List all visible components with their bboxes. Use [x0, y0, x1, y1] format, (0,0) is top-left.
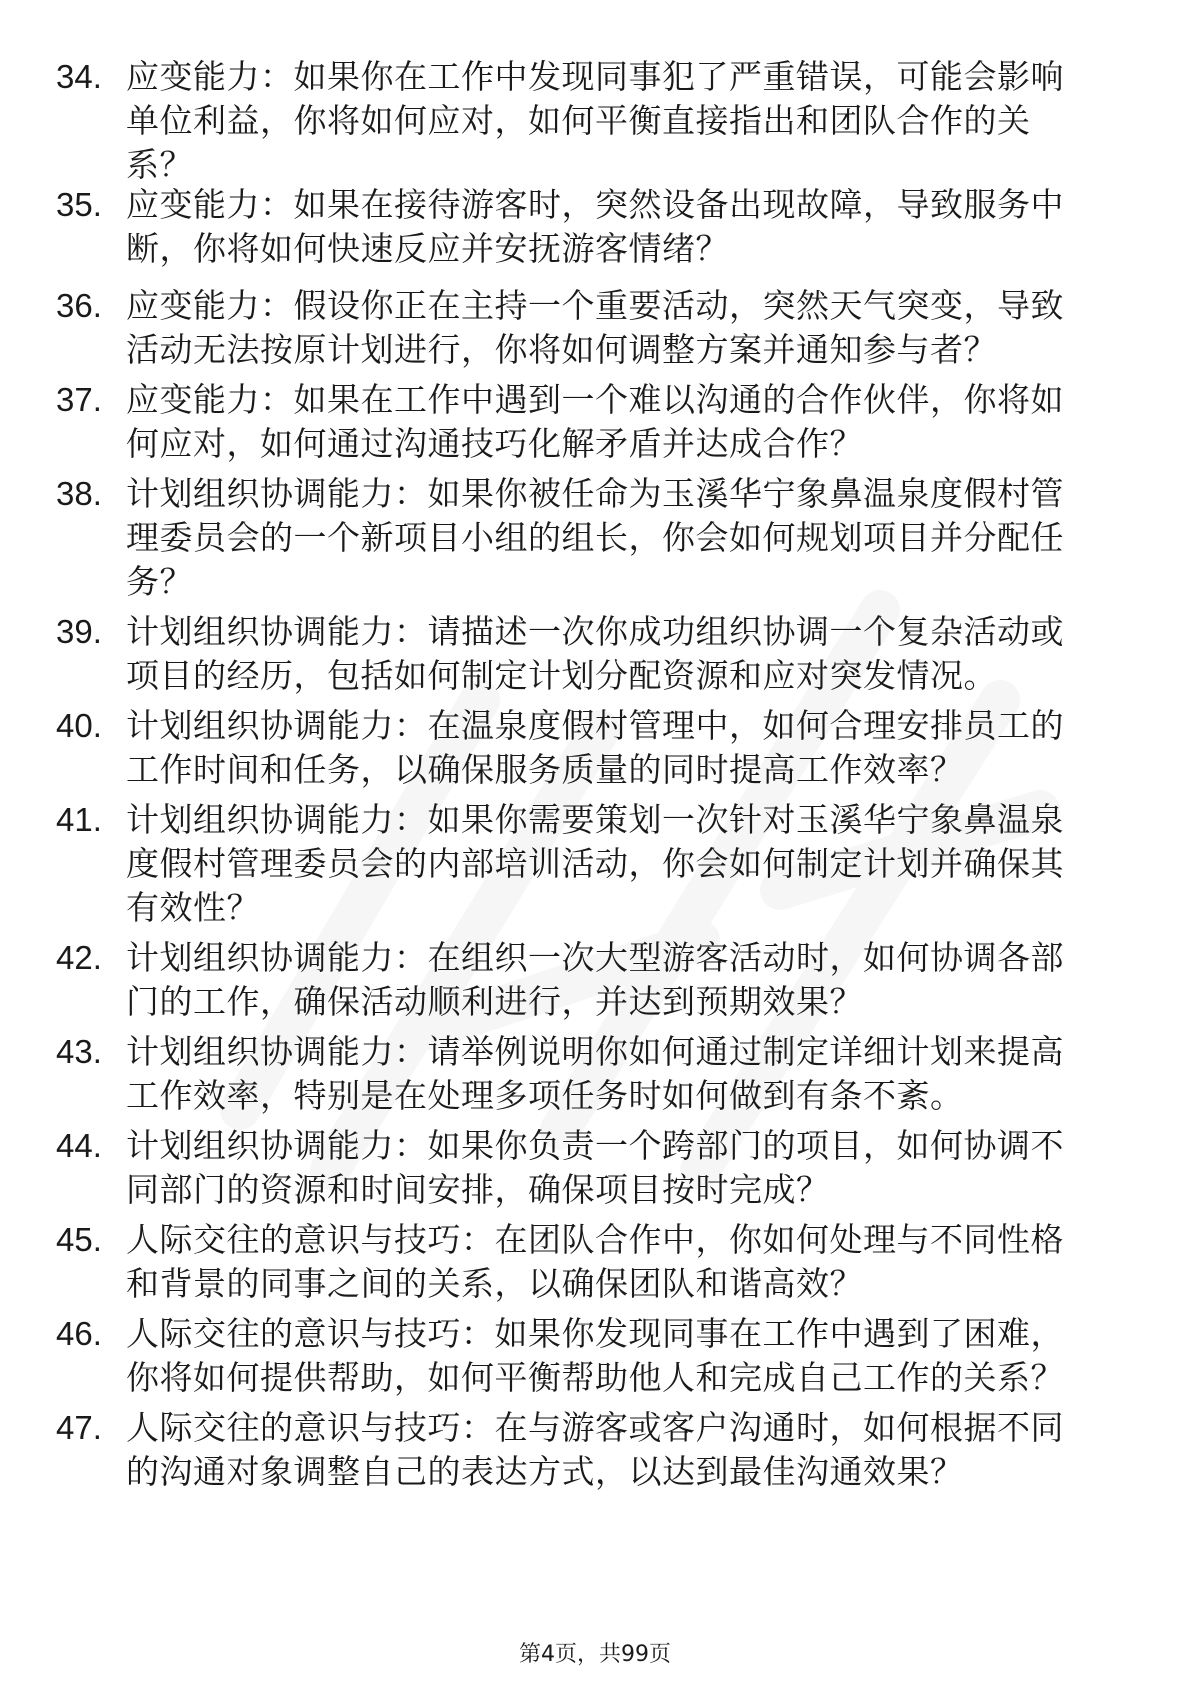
question-number: 39. — [56, 613, 102, 650]
question-text — [126, 936, 1126, 1024]
question-text — [126, 1030, 1126, 1118]
question-number: 38. — [56, 475, 102, 512]
question-text — [126, 704, 1126, 792]
question-line: 应变能力：如果你在工作中发现同事犯了严重错误，可能会影响 — [126, 57, 1064, 96]
question-line: 人际交往的意识与技巧：如果你发现同事在工作中遇到了困难， — [126, 1314, 1064, 1353]
question-line: 工作效率，特别是在处理多项任务时如何做到有条不紊。 — [126, 1076, 964, 1115]
question-line: 项目的经历，包括如何制定计划分配资源和应对突发情况。 — [126, 656, 997, 695]
question-text — [126, 1406, 1126, 1494]
question-number: 42. — [56, 939, 102, 976]
question-line: 计划组织协调能力：请描述一次你成功组织协调一个复杂活动或 — [126, 612, 1064, 651]
question-text — [126, 798, 1126, 930]
question-line: 务？ — [126, 562, 193, 601]
question-number: 36. — [56, 287, 102, 324]
question-number: 46. — [56, 1315, 102, 1352]
question-line: 活动无法按原计划进行，你将如何调整方案并通知参与者？ — [126, 330, 997, 369]
question-line: 和背景的同事之间的关系，以确保团队和谐高效？ — [126, 1264, 863, 1303]
question-number: 44. — [56, 1127, 102, 1164]
question-text — [126, 1124, 1126, 1212]
question-text — [126, 1218, 1126, 1306]
question-number: 37. — [56, 381, 102, 418]
question-text — [126, 1312, 1126, 1400]
question-line: 断，你将如何快速反应并安抚游客情绪？ — [126, 229, 729, 268]
question-number: 41. — [56, 801, 102, 838]
question-line: 计划组织协调能力：在组织一次大型游客活动时，如何协调各部 — [126, 938, 1064, 977]
page-number: 第4页，共99页 — [519, 1642, 671, 1667]
question-line: 计划组织协调能力：如果你需要策划一次针对玉溪华宁象鼻温泉 — [126, 800, 1064, 839]
question-line: 计划组织协调能力：如果你被任命为玉溪华宁象鼻温泉度假村管 — [126, 474, 1064, 513]
question-text — [126, 183, 1126, 271]
question-text — [126, 284, 1126, 372]
question-line: 度假村管理委员会的内部培训活动，你会如何制定计划并确保其 — [126, 844, 1064, 883]
question-text — [126, 472, 1126, 604]
question-line: 计划组织协调能力：在温泉度假村管理中，如何合理安排员工的 — [126, 706, 1064, 745]
question-line: 应变能力：假设你正在主持一个重要活动，突然天气突变，导致 — [126, 286, 1064, 325]
question-number: 34. — [56, 58, 102, 95]
question-line: 你将如何提供帮助，如何平衡帮助他人和完成自己工作的关系？ — [126, 1358, 1064, 1397]
question-line: 应变能力：如果在工作中遇到一个难以沟通的合作伙伴，你将如 — [126, 380, 1064, 419]
question-line: 同部门的资源和时间安排，确保项目按时完成？ — [126, 1170, 830, 1209]
question-text — [126, 378, 1126, 466]
question-text — [126, 610, 1126, 698]
question-line: 计划组织协调能力：如果你负责一个跨部门的项目，如何协调不 — [126, 1126, 1064, 1165]
question-line: 系？ — [126, 145, 193, 184]
question-number: 45. — [56, 1221, 102, 1258]
question-line: 人际交往的意识与技巧：在团队合作中，你如何处理与不同性格 — [126, 1220, 1064, 1259]
question-line: 何应对，如何通过沟通技巧化解矛盾并达成合作？ — [126, 424, 863, 463]
question-number: 40. — [56, 707, 102, 744]
question-text — [126, 55, 1126, 187]
question-line: 计划组织协调能力：请举例说明你如何通过制定详细计划来提高 — [126, 1032, 1064, 1071]
question-number: 47. — [56, 1409, 102, 1446]
question-line: 人际交往的意识与技巧：在与游客或客户沟通时，如何根据不同 — [126, 1408, 1064, 1447]
question-number: 35. — [56, 186, 102, 223]
question-line: 单位利益，你将如何应对，如何平衡直接指出和团队合作的关 — [126, 101, 1031, 140]
question-line: 门的工作，确保活动顺利进行，并达到预期效果？ — [126, 982, 863, 1021]
question-line: 应变能力：如果在接待游客时，突然设备出现故障，导致服务中 — [126, 185, 1064, 224]
question-line: 有效性？ — [126, 888, 260, 927]
question-line: 理委员会的一个新项目小组的组长，你会如何规划项目并分配任 — [126, 518, 1064, 557]
question-line: 工作时间和任务，以确保服务质量的同时提高工作效率？ — [126, 750, 964, 789]
question-number: 43. — [56, 1033, 102, 1070]
question-line: 的沟通对象调整自己的表达方式，以达到最佳沟通效果？ — [126, 1452, 964, 1491]
